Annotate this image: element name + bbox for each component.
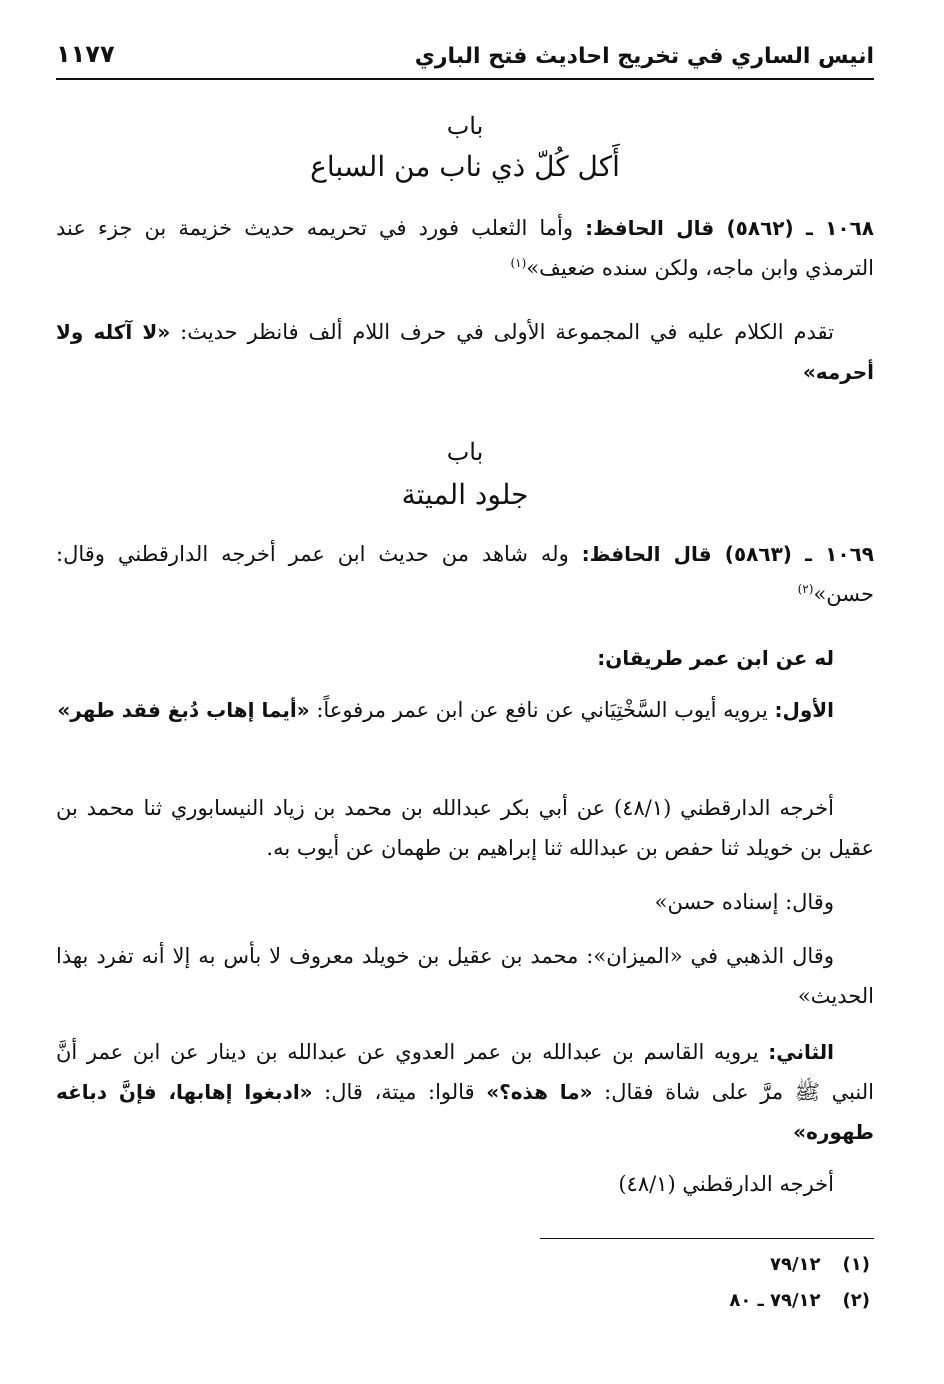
footnote bbox=[770, 1254, 870, 1275]
chapter-title: جلود الميتة bbox=[401, 478, 529, 511]
dhahabi-text: وقال الذهبي في «الميزان»: محمد بن عقيل بن خويلد معروف لا بأس به إلا أنه تفرد بهذا الحديث» bbox=[56, 944, 874, 1008]
footnote-text: ٧٩/١٢ ـ ٨٠ bbox=[729, 1290, 821, 1311]
page-number: ١١٧٧ bbox=[56, 40, 115, 68]
route-text: يرويه القاسم بن عبدالله بن عمر العدوي عن عبدالله بن دينار عن ابن عمر أنَّ النبي ﷺ مرَّ على شاة فقال: bbox=[56, 1040, 874, 1104]
routes-heading bbox=[56, 638, 874, 678]
footnote-number: (١) bbox=[842, 1254, 870, 1275]
hadith-quote: «أيما إهاب دُبغ فقد طهر» bbox=[57, 698, 310, 722]
footnote bbox=[729, 1290, 870, 1311]
routes-heading-text: له عن ابن عمر طريقان: bbox=[597, 646, 834, 670]
footnote-ref: (٢) bbox=[797, 582, 814, 596]
page-header bbox=[56, 38, 874, 80]
hadith-quote: «ما هذه؟» bbox=[486, 1080, 593, 1104]
entry-number: ١٠٦٩ ـ (٥٨٦٣) قال الحافظ: bbox=[581, 542, 874, 566]
takhrij-text: أخرجه الدارقطني (٤٨/١) bbox=[618, 1172, 834, 1196]
entry-text: وله شاهد من حديث ابن عمر أخرجه الدارقطني وقال: حسن» bbox=[56, 542, 874, 606]
paragraph-text: تقدم الكلام عليه في المجموعة الأولى في حرف اللام ألف فانظر حديث: bbox=[170, 320, 835, 344]
entry-text: وأما الثعلب فورد في تحريمه حديث خزيمة بن جزء عند الترمذي وابن ماجه، ولكن سنده ضعيف» bbox=[56, 216, 874, 280]
takhrij-paragraph-2 bbox=[56, 1164, 874, 1204]
footnote-ref: (١) bbox=[510, 256, 527, 270]
hadith-quote: «لا آكله ولا أحرمه» bbox=[56, 320, 874, 384]
takhrij-paragraph bbox=[56, 788, 874, 868]
route-first bbox=[56, 690, 874, 730]
paragraph bbox=[56, 312, 874, 392]
chapter-title: أَكل كُلّ ذي ناب من السباع bbox=[310, 150, 620, 183]
route-label: الأول: bbox=[774, 698, 834, 722]
route-text: يرويه أيوب السَّخْتِيَاني عن نافع عن ابن عمر مرفوعاً: bbox=[309, 698, 775, 722]
entry-number: ١٠٦٨ ـ (٥٨٦٢) قال الحافظ: bbox=[585, 216, 874, 240]
takhrij-text: أخرجه الدارقطني (٤٨/١) عن أبي بكر عبدالله بن محمد بن زياد النيسابوري ثنا محمد بن عقيل بن خويلد ثنا حفص بن عبدالله ثنا إبراهيم بن طهمان عن أيوب به. bbox=[56, 796, 874, 860]
route-text-2: قالوا: ميتة، قال: bbox=[312, 1080, 487, 1104]
running-title: انيس الساري في تخريج احاديث فتح الباري bbox=[414, 44, 874, 69]
footnote-divider bbox=[540, 1238, 874, 1239]
route-second bbox=[56, 1032, 874, 1152]
route-label: الثاني: bbox=[768, 1040, 834, 1064]
entry-1068 bbox=[56, 208, 874, 288]
entry-1069 bbox=[56, 534, 874, 614]
qala-text: وقال: إسناده حسن» bbox=[654, 890, 834, 914]
hadith-quote-2: «ادبغوا إهابها، فإنَّ دباغه طهوره» bbox=[56, 1080, 874, 1144]
bab-heading: باب bbox=[446, 438, 484, 466]
footnote-number: (٢) bbox=[842, 1290, 870, 1311]
qala-paragraph bbox=[56, 882, 874, 922]
dhahabi-paragraph bbox=[56, 936, 874, 1016]
footnote-text: ٧٩/١٢ bbox=[770, 1254, 821, 1275]
bab-heading: باب bbox=[446, 112, 484, 140]
